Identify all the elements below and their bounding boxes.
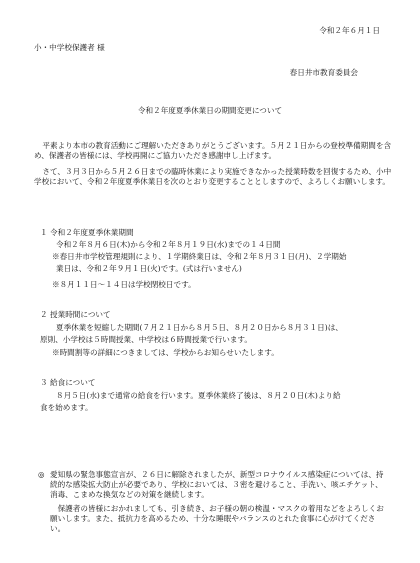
notice-paragraph-1: 愛知県の緊急事態宣言が、２６日に解除されましたが、新型コロナウイルス感染症については、持続的な感染拡大防止が必要であり、学校においては、３密を避けること、手洗い、咳エチケット、消毒、こまめな換気などの対策を継続します。 xyxy=(50,470,384,499)
section-3-line: 食を始めます。 xyxy=(40,403,93,412)
intro-paragraph-2: さて、３月３日から５月２６日までの臨時休業により実施できなかった授業時数を回復するため、小中学校において、令和２年度夏季休業日を次のとおり変更することとしますので、よろしくお願いします。 xyxy=(34,167,392,186)
section-3-heading: ３ 給食について xyxy=(40,378,96,387)
double-circle-icon: ◎ xyxy=(38,470,45,479)
section-2-heading: ２ 授業時間について xyxy=(40,310,111,319)
section-1-line: 業日は、令和２年９月１日(火)です。(式は行いません) xyxy=(56,264,242,273)
document-title: 令和２年度夏季休業日の期間変更について xyxy=(137,106,283,115)
section-1-line: ※春日井市学校管理規則により、１学期終業日は、令和２年８月３１日(月)、２学期始 xyxy=(52,252,347,261)
intro-paragraph-1: 平素より本市の教育活動にご理解いただきありがとうございます。５月２１日からの登校準備期間を含め、保護者の皆様には、学校再開にご協力いただき感謝申し上げます。 xyxy=(34,141,392,160)
recipient-line: 小・中学校保護者 様 xyxy=(34,43,105,52)
document-date: 令和２年６月１日 xyxy=(319,26,380,35)
section-2-line: ※時間割等の詳細につきましては、学校からお知らせいたします。 xyxy=(52,348,279,357)
section-2-line: 夏季休業を短縮した期間(７月２１日から８月５日、８月２０日から８月３１日)は、 xyxy=(56,323,343,332)
section-1-line: ※８月１１日～１４日は学校閉校日です。 xyxy=(52,280,196,289)
section-1-heading: １ 令和２年度夏季休業期間 xyxy=(40,228,134,237)
section-2-line: 原則、小学校は５時間授業、中学校は６時間授業で行います。 xyxy=(40,335,253,344)
section-1-line: 令和２年８月６日(木)から令和２年８月１９日(水)までの１４日間 xyxy=(56,240,281,249)
sender-name: 春日井市教育委員会 xyxy=(289,68,358,77)
section-3-line: ８月５日(水)まで通常の給食を行います。夏季休業終了後は、８月２０日(木)より給 xyxy=(56,391,341,400)
notice-paragraph-2: 保護者の皆様におかれましても、引き続き、お子様の朝の検温・マスクの着用などをよろしくお願いします。また、抵抗力を高めるため、十分な睡眠やバランスのとれた食事に心がけてください。 xyxy=(50,504,384,533)
